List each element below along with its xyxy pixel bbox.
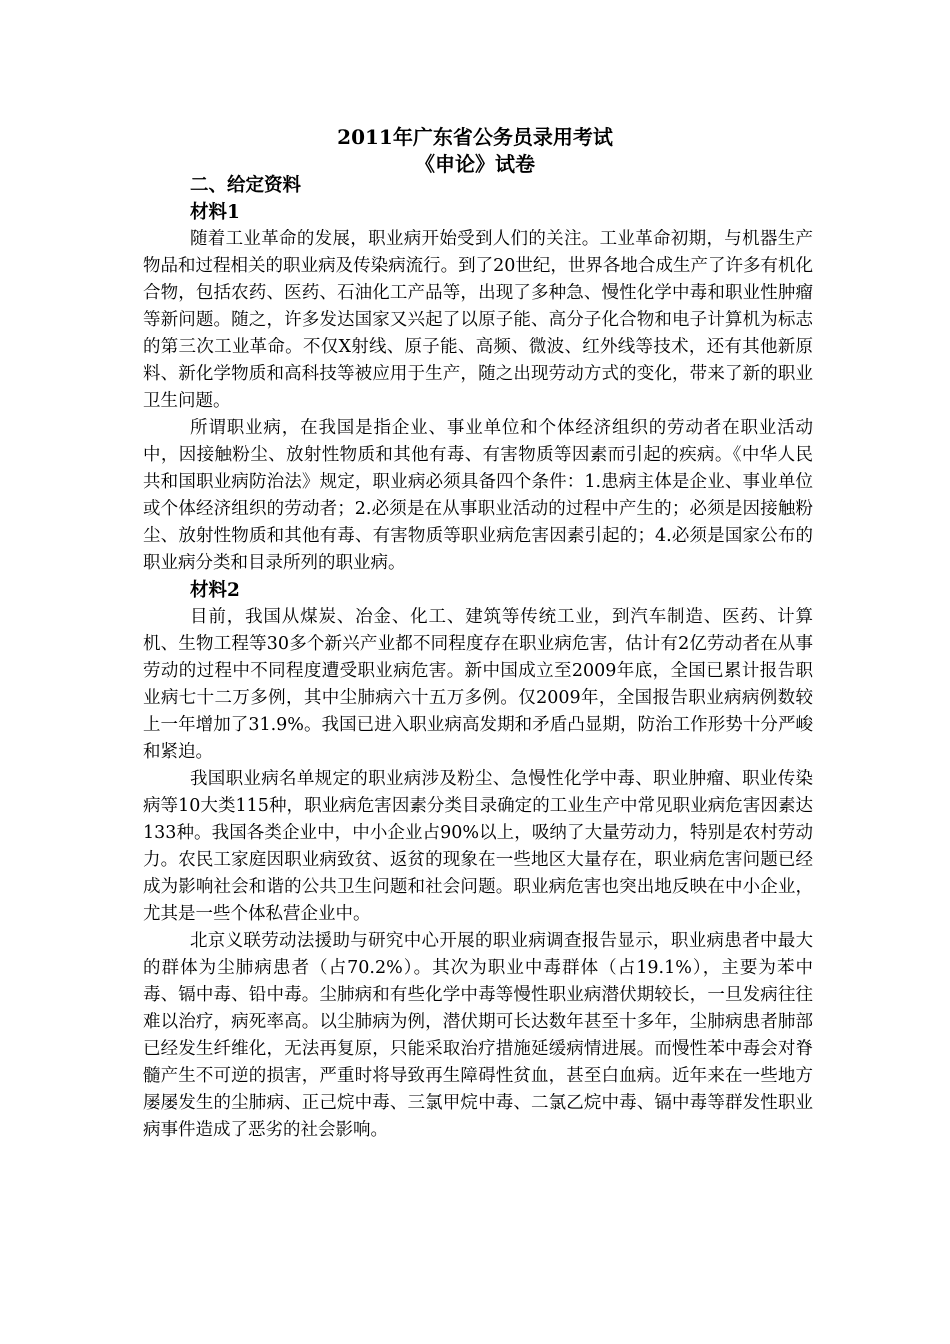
paragraph: 随着工业革命的发展，职业病开始受到人们的关注。工业革命初期，与机器生产物品和过程相关的职业病及传染病流行。到了20世纪，世界各地合成生产了许多有机化合物，包括农药、医药、石油化工产品等，出现了多种急、慢性化学中毒和职业性肿瘤等新问题。随之，许多发达国家又兴起了以原子能、高分子化合物和电子计算机为标志的第三次工业革命。不仅X射线、原子能、高频、微波、红外线等技术，还有其他新原料、新化学物质和高科技等被应用于生产，随之出现劳动方式的变化，带来了新的职业卫生问题。 — [143, 229, 813, 411]
paragraph: 所谓职业病，在我国是指企业、事业单位和个体经济组织的劳动者在职业活动中，因接触粉尘、放射性物质和其他有毒、有害物质等因素而引起的疾病。《中华人民共和国职业病防治法》规定，职业病必须具备四个条件：1.患病主体是企业、事业单位或个体经济组织的劳动者；2.必须是在从事职业活动的过程中产生的；必须是因接触粉尘、放射性物质和其他有毒、有害物质等职业病危害因素引起的；4.必须是国家公布的职业病分类和目录所列的职业病。 — [143, 418, 813, 573]
material-1 — [143, 199, 813, 577]
material-2 — [143, 577, 813, 1144]
section-heading: 二、给定资料 — [190, 175, 302, 196]
paragraph: 我国职业病名单规定的职业病涉及粉尘、急慢性化学中毒、职业肿瘤、职业传染病等10大类115种，职业病危害因素分类目录确定的工业生产中常见职业病危害因素达133种。我国各类企业中，中小企业占90%以上，吸纳了大量劳动力，特别是农村劳动力。农民工家庭因职业病致贫、返贫的现象在一些地区大量存在，职业病危害问题已经成为影响社会和谐的公共卫生问题和社会问题。职业病危害也突出地反映在中小企业，尤其是一些个体私营企业中。 — [143, 769, 813, 924]
material-heading: 材料1 — [190, 202, 240, 223]
exam-title: 2011年广东省公务员录用考试 — [337, 125, 613, 149]
material-heading: 材料2 — [190, 580, 240, 601]
exam-subtitle: 《申论》试卷 — [415, 152, 535, 176]
paragraph: 北京义联劳动法援助与研究中心开展的职业病调查报告显示，职业病患者中最大的群体为尘肺病患者（占70.2%）。其次为职业中毒群体（占19.1%），主要为苯中毒、镉中毒、铅中毒。尘肺病和有些化学中毒等慢性职业病潜伏期较长，一旦发病往往难以治疗，病死率高。以尘肺病为例，潜伏期可长达数年甚至十多年，尘肺病患者肺部已经发生纤维化，无法再复原，只能采取治疗措施延缓病情进展。而慢性苯中毒会对脊髓产生不可逆的损害，严重时将导致再生障碍性贫血，甚至白血病。近年来在一些地方屡屡发生的尘肺病、正己烷中毒、三氯甲烷中毒、二氯乙烷中毒、镉中毒等群发性职业病事件造成了恶劣的社会影响。 — [143, 931, 813, 1140]
paragraph: 目前，我国从煤炭、冶金、化工、建筑等传统工业，到汽车制造、医药、计算机、生物工程等30多个新兴产业都不同程度存在职业病危害，估计有2亿劳动者在从事劳动的过程中不同程度遭受职业病危害。新中国成立至2009年底，全国已累计报告职业病七十二万多例，其中尘肺病六十五万多例。仅2009年，全国报告职业病病例数较上一年增加了31.9%。我国已进入职业病高发期和矛盾凸显期，防治工作形势十分严峻和紧迫。 — [143, 607, 813, 762]
title-block — [0, 124, 950, 178]
document-body — [143, 172, 813, 1144]
